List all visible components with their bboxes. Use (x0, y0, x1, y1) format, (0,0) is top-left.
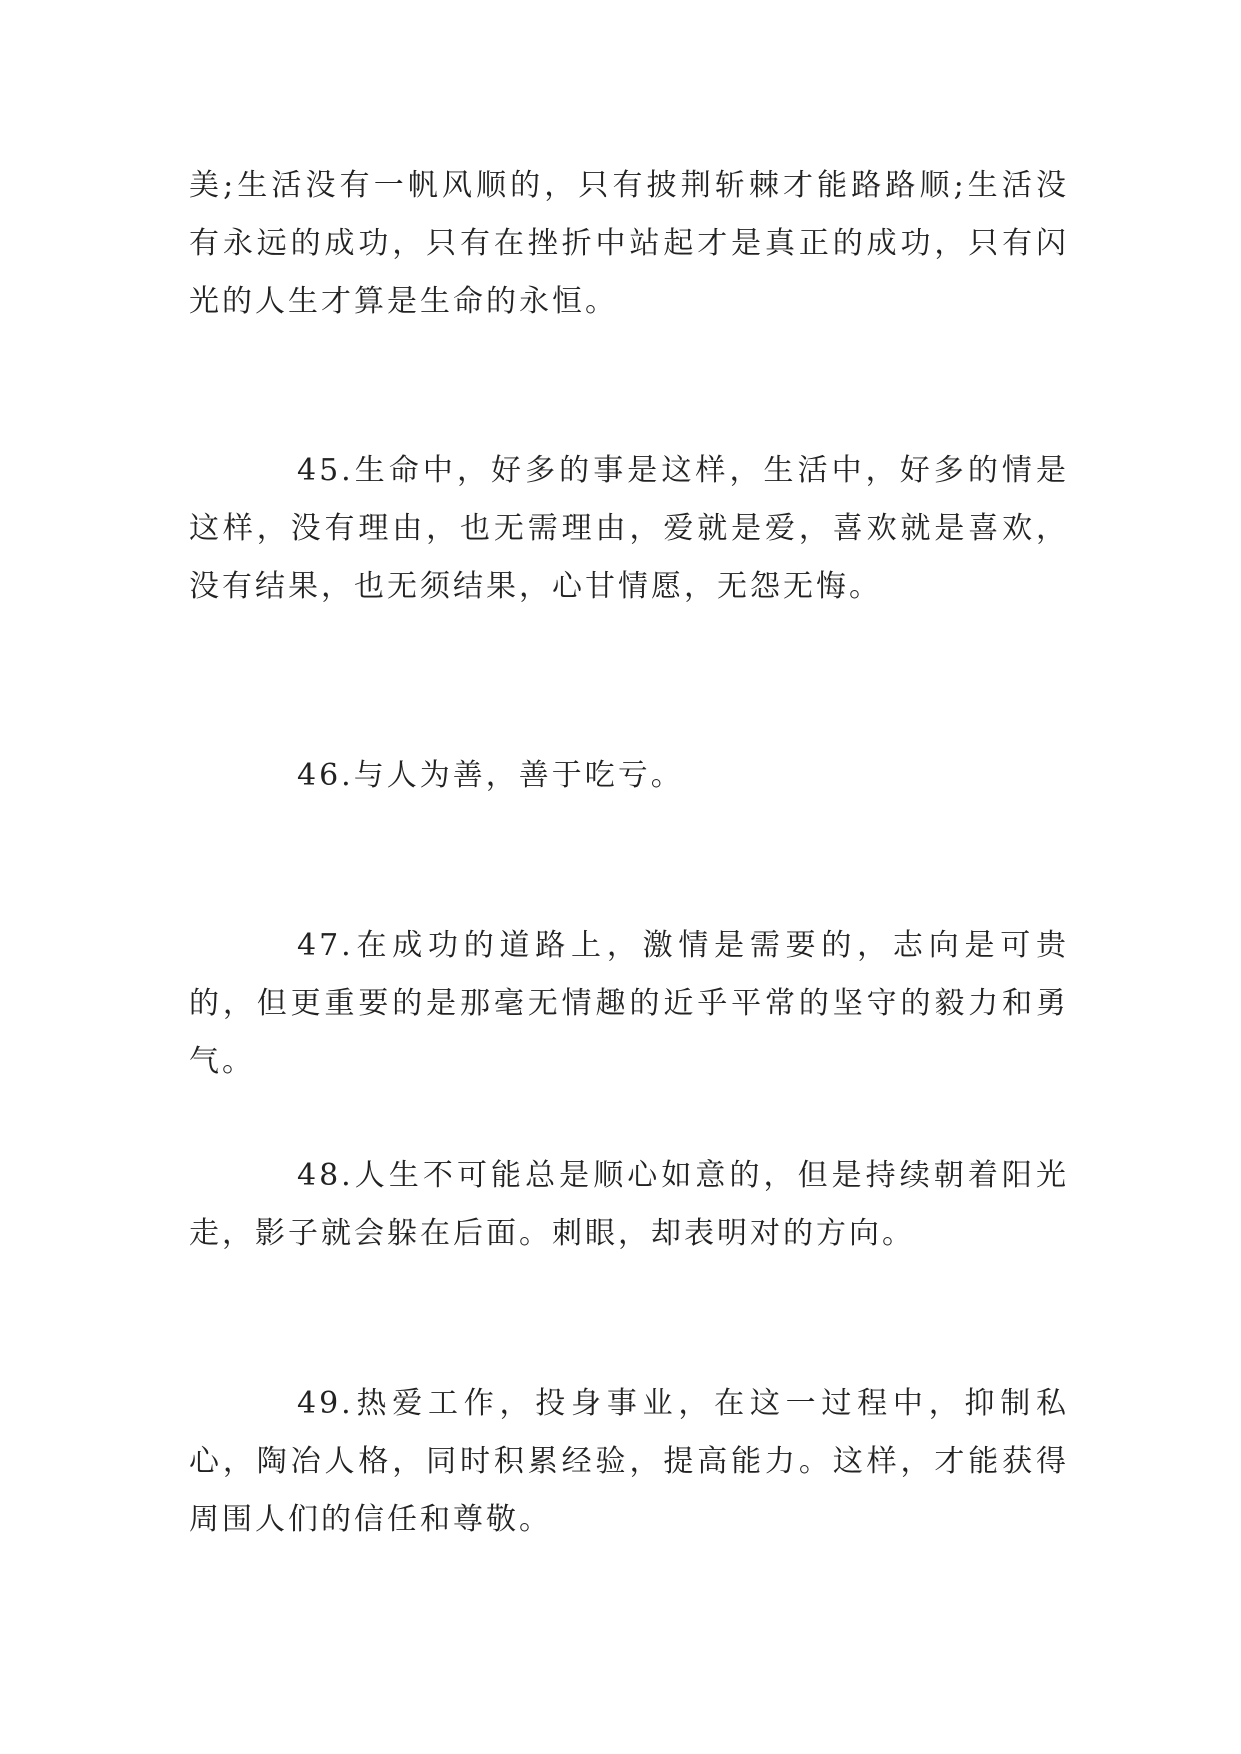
paragraph-49: 49.热爱工作，投身事业，在这一过程中，抑制私心，陶冶人格，同时积累经验，提高能力。这样，才能获得周围人们的信任和尊敬。 (189, 1386, 1069, 1537)
paragraph-continuation: 美;生活没有一帆风顺的，只有披荆斩棘才能路路顺;生活没有永远的成功，只有在挫折中站起才是真正的成功，只有闪光的人生才算是生命的永恒。 (189, 168, 1069, 319)
paragraph-47: 47.在成功的道路上，激情是需要的，志向是可贵的，但更重要的是那毫无情趣的近乎平常的坚守的毅力和勇气。 (189, 928, 1069, 1079)
paragraph-46: 46.与人为善，善于吃亏。 (297, 758, 684, 793)
paragraph-48: 48.人生不可能总是顺心如意的，但是持续朝着阳光走，影子就会躲在后面。刺眼，却表明对的方向。 (189, 1158, 1069, 1251)
paragraph-45: 45.生命中，好多的事是这样，生活中，好多的情是这样，没有理由，也无需理由，爱就是爱，喜欢就是喜欢，没有结果，也无须结果，心甘情愿，无怨无悔。 (189, 453, 1069, 604)
